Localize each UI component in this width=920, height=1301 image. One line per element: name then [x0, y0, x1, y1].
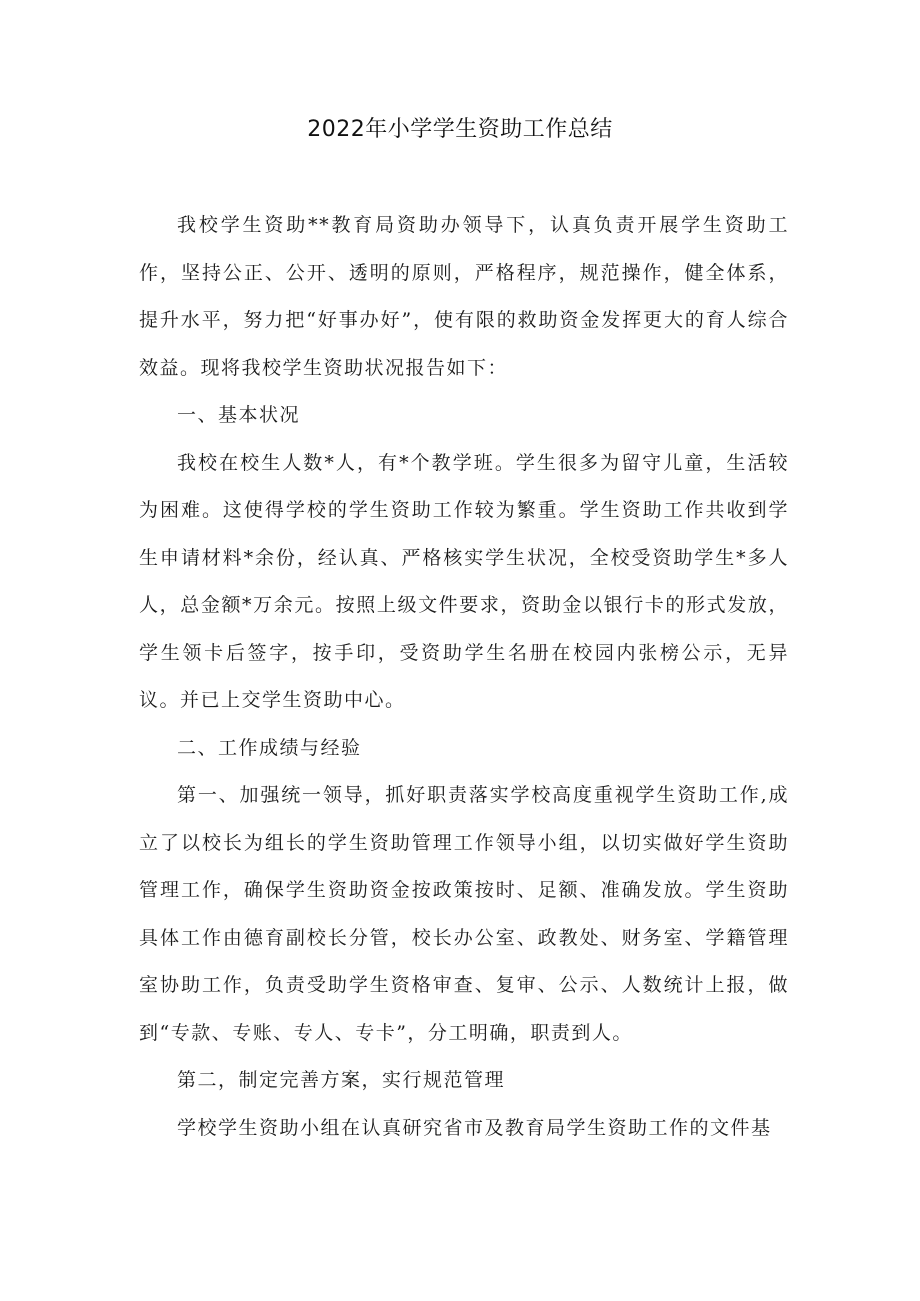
paragraph-leadership: 第一、加强统一领导，抓好职责落实学校高度重视学生资助工作,成立了以校长为组长的学生资助管理工作领导小组，以切实做好学生资助管理工作，确保学生资助资金按政策按时、足额、准确发放。学生资助具体工作由德育副校长分管，校长办公室、政教处、财务室、学籍管理室协助工作，负责受助学生资格审查、复审、公示、人数统计上报，做到“专款、专账、专人、专卡”，分工明确，职责到人。	[139, 784, 789, 1044]
section-heading-achievements: 二、工作成绩与经验	[177, 736, 362, 759]
section-heading-basic-status: 一、基本状况	[177, 404, 301, 426]
document-body	[139, 202, 789, 1152]
paragraph-basic-status: 我校在校生人数*人，有*个教学班。学生很多为留守儿童，生活较为困难。这使得学校的学生资助工作较为繁重。学生资助工作共收到学生申请材料*余份，经认真、严格核实学生状况，全校受资助学生*多人人，总金额*万余元。按照上级文件要求，资助金以银行卡的形式发放，学生领卡后签字，按手印，受资助学生名册在校园内张榜公示，无异议。并已上交学生资助中心。	[139, 451, 789, 711]
paragraph-plan-management: 学校学生资助小组在认真研究省市及教育局学生资助工作的文件基	[177, 1116, 772, 1139]
document-title: 2022年小学学生资助工作总结	[307, 117, 613, 142]
subheading-plan-management: 第二，制定完善方案，实行规范管理	[177, 1069, 506, 1091]
paragraph-intro: 我校学生资助**教育局资助办领导下，认真负责开展学生资助工作，坚持公正、公开、透明的原则，严格程序，规范操作，健全体系，提升水平，努力把“好事办好”，使有限的救助资金发挥更大的育人综合效益。现将我校学生资助状况报告如下：	[139, 214, 789, 379]
